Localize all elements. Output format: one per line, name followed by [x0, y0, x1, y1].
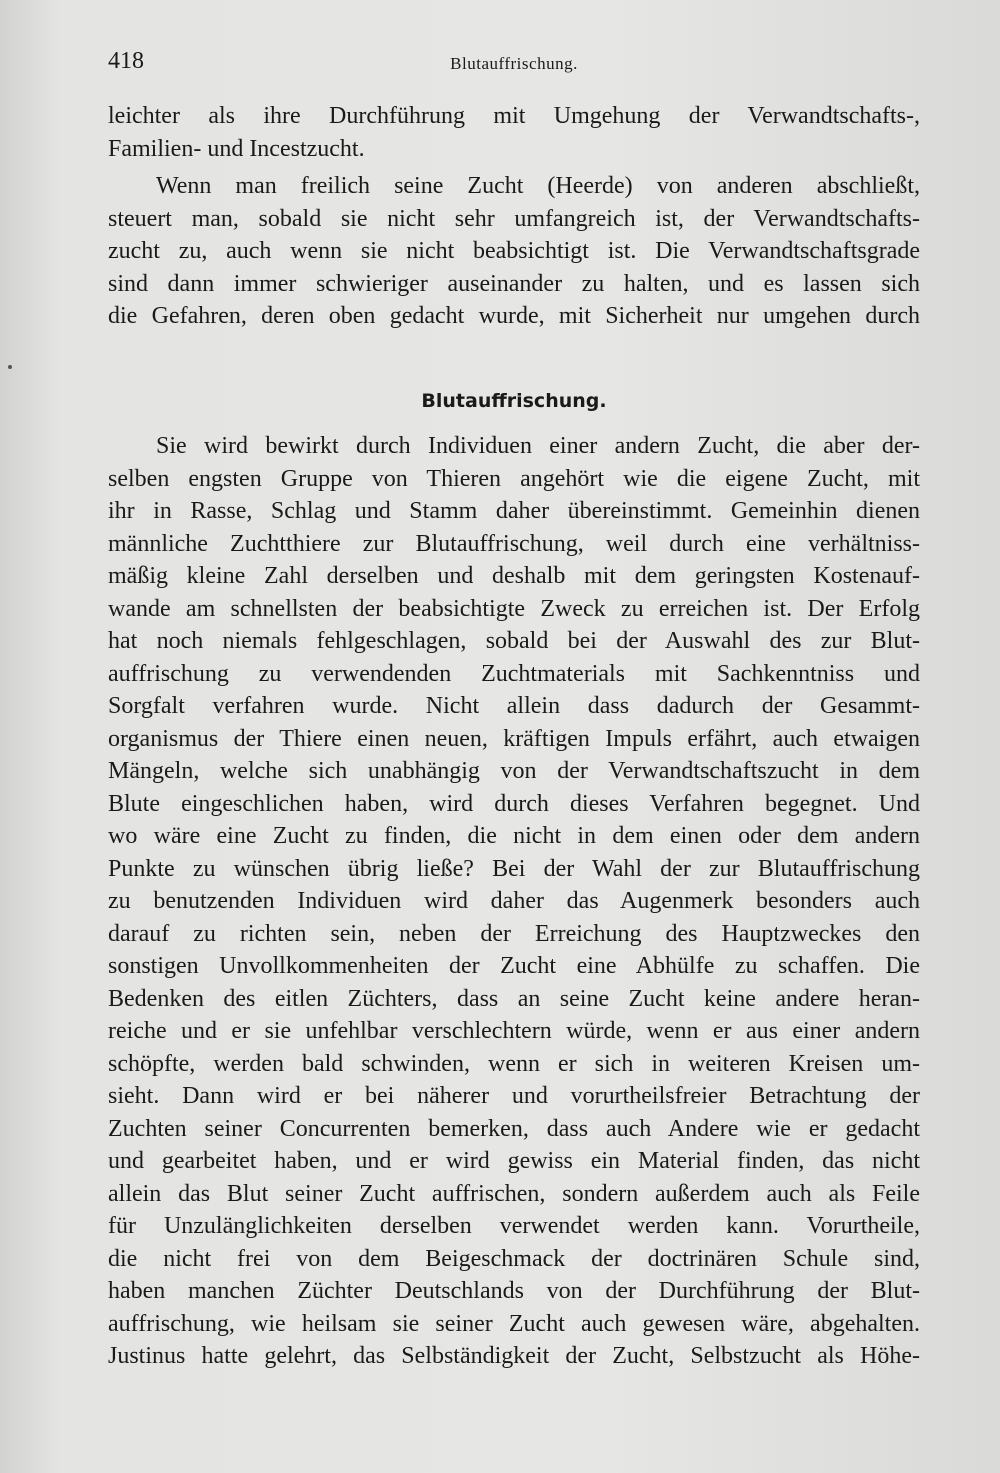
text-line: zu benutzenden Individuen wird daher das Augenmerk besonders auch: [108, 888, 920, 914]
text-line: für Unzulänglichkeiten derselben verwendet werden kann. Vorurtheile,: [108, 1213, 920, 1239]
text-line: und gearbeitet haben, und er wird gewiss ein Material finden, das nicht: [108, 1148, 920, 1174]
text-line: Wenn man freilich seine Zucht (Heerde) von anderen abschließt,: [156, 173, 920, 199]
text-line: haben manchen Züchter Deutschlands von der Durchführung der Blut-: [108, 1278, 920, 1304]
text-line: sieht. Dann wird er bei näherer und vorurtheilsfreier Betrachtung der: [108, 1083, 920, 1109]
text-line: schöpfte, werden bald schwinden, wenn er sich in weiteren Kreisen um-: [108, 1050, 920, 1077]
text-line: die nicht frei von dem Beigeschmack der doctrinären Schule sind,: [108, 1245, 920, 1272]
text-line: ihr in Rasse, Schlag und Stamm daher übereinstimmt. Gemeinhin dienen: [108, 498, 920, 524]
text-line: Blute eingeschlichen haben, wird durch dieses Verfahren begegnet. Und: [108, 790, 920, 817]
text-line: leichter als ihre Durchführung mit Umgehung der Verwandtschafts-,: [108, 103, 920, 129]
text-line: auffrischung zu verwendenden Zuchtmaterials mit Sachkenntniss und: [108, 660, 920, 687]
text-line: auffrischung, wie heilsam sie seiner Zucht auch gewesen wäre, abgehalten.: [108, 1310, 920, 1337]
text-line: Bedenken des eitlen Züchters, dass an seine Zucht keine andere heran-: [108, 985, 920, 1012]
paragraph-continued: [108, 100, 920, 165]
text-line: hat noch niemals fehlgeschlagen, sobald bei der Auswahl des zur Blut-: [108, 628, 920, 654]
text-line: selben engsten Gruppe von Thieren angehört wie die eigene Zucht, mit: [108, 465, 920, 492]
paragraph-3: [108, 430, 920, 1373]
text-line: sind dann immer schwieriger auseinander zu halten, und es lassen sich: [108, 270, 920, 297]
text-line: wande am schnellsten der beabsichtigte Zweck zu erreichen ist. Der Erfolg: [108, 595, 920, 622]
text-line: Mängeln, welche sich unabhängig von der Verwandtschaftszucht in dem: [108, 758, 920, 784]
text-line: organismus der Thiere einen neuen, kräftigen Impuls erfährt, auch etwaigen: [108, 725, 920, 752]
text-line: reiche und er sie unfehlbar verschlechtern würde, wenn er aus einer andern: [108, 1018, 920, 1044]
page-header: [108, 48, 920, 84]
text-line: männliche Zuchtthiere zur Blutauffrischung, weil durch eine verhältniss-: [108, 530, 920, 557]
text-line: zucht zu, auch wenn sie nicht beabsichtigt ist. Die Verwandtschaftsgrade: [108, 238, 920, 264]
text-line: darauf zu richten sein, neben der Erreichung des Hauptzweckes den: [108, 920, 920, 947]
text-line: Sorgfalt verfahren wurde. Nicht allein dass dadurch der Gesammt-: [108, 693, 920, 719]
text-line: allein das Blut seiner Zucht auffrischen, sondern außerdem auch als Feile: [108, 1180, 920, 1207]
page-number: 418: [108, 48, 144, 74]
text-line: Zuchten seiner Concurrenten bemerken, dass auch Andere wie er gedacht: [108, 1115, 920, 1142]
text-line: die Gefahren, deren oben gedacht wurde, mit Sicherheit nur umgehen durch: [108, 303, 920, 329]
text-line: Sie wird bewirkt durch Individuen einer andern Zucht, die aber der-: [156, 433, 920, 459]
paragraph-2: [108, 170, 920, 333]
section-heading: Blutauffrischung.: [421, 390, 607, 412]
text-line: Punkte zu wünschen übrig ließe? Bei der Wahl der zur Blutauffrischung: [108, 855, 920, 882]
text-line: sonstigen Unvollkommenheiten der Zucht eine Abhülfe zu schaffen. Die: [108, 953, 920, 979]
text-line: Familien- und Incestzucht.: [108, 135, 365, 162]
text-line: wo wäre eine Zucht zu finden, die nicht in dem einen oder dem andern: [108, 823, 920, 849]
text-line: Justinus hatte gelehrt, das Selbständigkeit der Zucht, Selbstzucht als Höhe-: [108, 1343, 920, 1369]
running-title: Blutauffrischung.: [450, 54, 578, 73]
text-line: steuert man, sobald sie nicht sehr umfangreich ist, der Verwandtschafts-: [108, 205, 920, 232]
margin-dot: [8, 365, 12, 369]
text-line: mäßig kleine Zahl derselben und deshalb mit dem geringsten Kostenauf-: [108, 563, 920, 589]
